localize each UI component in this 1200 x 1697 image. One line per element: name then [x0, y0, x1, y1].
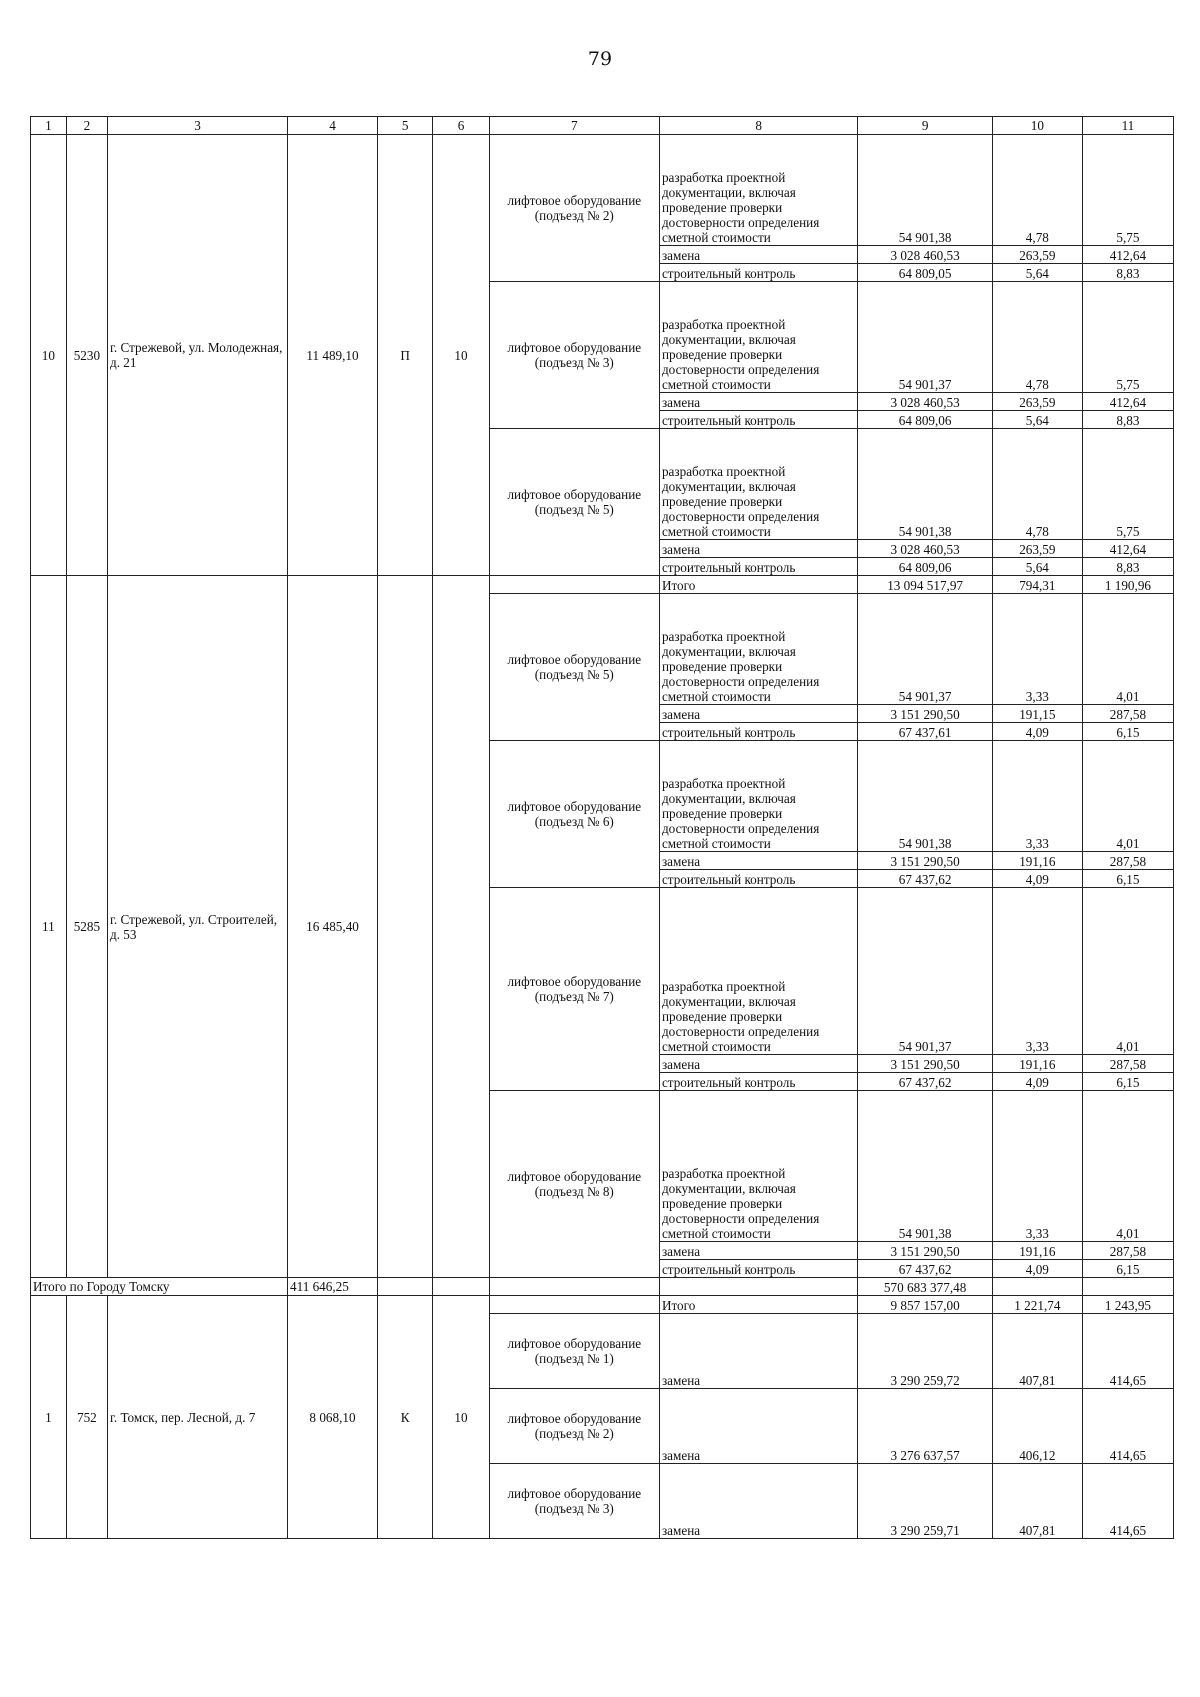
cost-limit: 8,83	[1082, 558, 1173, 576]
cost-total: 67 437,61	[858, 723, 992, 741]
work-design: разработка проектной документации, включая проведение проверки достоверности определения сметной стоимости	[659, 888, 857, 1055]
cost-total: 54 901,37	[858, 282, 992, 393]
cost-limit: 6,15	[1082, 723, 1173, 741]
house-floors	[433, 576, 489, 1278]
house-area: 8 068,10	[288, 1296, 378, 1539]
house-floors: 10	[433, 135, 489, 576]
col-header: 6	[433, 117, 489, 135]
table-row	[31, 135, 1174, 246]
cost-per-sqm: 263,59	[992, 246, 1082, 264]
house-number: 1	[31, 1296, 67, 1539]
cost-limit: 4,01	[1082, 741, 1173, 852]
cost-total: 3 028 460,53	[858, 246, 992, 264]
cost-per-sqm: 263,59	[992, 393, 1082, 411]
cost-total: 3 290 259,71	[858, 1464, 992, 1539]
work-control: строительный контроль	[659, 723, 857, 741]
house-code: 752	[66, 1296, 107, 1539]
col-header: 2	[66, 117, 107, 135]
city-total-label: Итого по Городу Томску	[31, 1278, 288, 1296]
work-control: строительный контроль	[659, 264, 857, 282]
work-control: строительный контроль	[659, 1073, 857, 1091]
cost-total: 54 901,38	[858, 135, 992, 246]
cost-limit: 6,15	[1082, 1260, 1173, 1278]
cost-limit: 412,64	[1082, 393, 1173, 411]
city-total-sum: 570 683 377,48	[858, 1278, 992, 1296]
cost-total: 3 151 290,50	[858, 1055, 992, 1073]
equipment-name: лифтовое оборудование (подъезд № 1)	[489, 1314, 659, 1389]
cost-total: 64 809,06	[858, 411, 992, 429]
house-type: К	[378, 1296, 433, 1539]
cost-total: 9 857 157,00	[858, 1296, 992, 1314]
cost-limit: 287,58	[1082, 705, 1173, 723]
work-total: Итого	[659, 1296, 857, 1314]
cost-total: 3 028 460,53	[858, 393, 992, 411]
house-type	[378, 576, 433, 1278]
cost-per-sqm: 407,81	[992, 1314, 1082, 1389]
cost-limit: 5,75	[1082, 429, 1173, 540]
cost-per-sqm: 1 221,74	[992, 1296, 1082, 1314]
cost-limit: 1 243,95	[1082, 1296, 1173, 1314]
cost-total: 54 901,38	[858, 741, 992, 852]
cost-limit: 287,58	[1082, 852, 1173, 870]
col-header: 11	[1082, 117, 1173, 135]
page-number: 79	[587, 48, 613, 70]
cost-per-sqm: 4,78	[992, 282, 1082, 393]
house-type: П	[378, 135, 433, 576]
cost-limit: 287,58	[1082, 1055, 1173, 1073]
cost-per-sqm: 5,64	[992, 264, 1082, 282]
work-design: разработка проектной документации, включая проведение проверки достоверности определения сметной стоимости	[659, 594, 857, 705]
col-header: 8	[659, 117, 857, 135]
cost-total: 3 151 290,50	[858, 852, 992, 870]
cost-per-sqm: 263,59	[992, 540, 1082, 558]
cost-limit: 4,01	[1082, 1091, 1173, 1242]
cost-per-sqm: 191,16	[992, 1242, 1082, 1260]
cost-total: 3 276 637,57	[858, 1389, 992, 1464]
equipment-blank	[489, 576, 659, 594]
cost-per-sqm: 3,33	[992, 1091, 1082, 1242]
cost-limit: 412,64	[1082, 246, 1173, 264]
col-header: 3	[107, 117, 287, 135]
cost-per-sqm: 4,09	[992, 1260, 1082, 1278]
cost-total: 67 437,62	[858, 1073, 992, 1091]
cost-total: 64 809,05	[858, 264, 992, 282]
work-control: строительный контроль	[659, 870, 857, 888]
equipment-name: лифтовое оборудование (подъезд № 3)	[489, 1464, 659, 1539]
cost-limit: 8,83	[1082, 411, 1173, 429]
cost-per-sqm: 406,12	[992, 1389, 1082, 1464]
col-header: 4	[288, 117, 378, 135]
equipment-name: лифтовое оборудование (подъезд № 5)	[489, 429, 659, 576]
work-replace: замена	[659, 246, 857, 264]
cost-limit: 287,58	[1082, 1242, 1173, 1260]
equipment-name: лифтовое оборудование (подъезд № 6)	[489, 741, 659, 888]
cost-total: 3 028 460,53	[858, 540, 992, 558]
cost-per-sqm: 4,09	[992, 870, 1082, 888]
work-replace: замена	[659, 1389, 857, 1464]
cost-per-sqm: 3,33	[992, 741, 1082, 852]
cost-total: 67 437,62	[858, 1260, 992, 1278]
work-design: разработка проектной документации, включая проведение проверки достоверности определения сметной стоимости	[659, 282, 857, 393]
house-area: 16 485,40	[288, 576, 378, 1278]
col-header: 10	[992, 117, 1082, 135]
cost-total: 54 901,38	[858, 1091, 992, 1242]
cost-total: 54 901,37	[858, 594, 992, 705]
house-address: г. Стрежевой, ул. Строителей, д. 53	[107, 576, 287, 1278]
house-number: 10	[31, 135, 67, 576]
work-design: разработка проектной документации, включая проведение проверки достоверности определения сметной стоимости	[659, 135, 857, 246]
city-total-area: 411 646,25	[288, 1278, 378, 1296]
cost-per-sqm: 191,16	[992, 852, 1082, 870]
cost-per-sqm: 191,15	[992, 705, 1082, 723]
cost-per-sqm: 3,33	[992, 888, 1082, 1055]
cost-limit: 4,01	[1082, 594, 1173, 705]
cost-total: 54 901,37	[858, 888, 992, 1055]
city-total-row	[31, 1278, 1174, 1296]
table-row	[31, 1296, 1174, 1314]
cost-per-sqm: 5,64	[992, 558, 1082, 576]
equipment-name: лифтовое оборудование (подъезд № 8)	[489, 1091, 659, 1278]
cost-limit: 4,01	[1082, 888, 1173, 1055]
cost-total: 3 290 259,72	[858, 1314, 992, 1389]
cost-limit: 414,65	[1082, 1464, 1173, 1539]
cost-limit: 414,65	[1082, 1389, 1173, 1464]
cost-per-sqm: 4,09	[992, 1073, 1082, 1091]
cost-per-sqm: 4,09	[992, 723, 1082, 741]
work-replace: замена	[659, 1314, 857, 1389]
work-replace: замена	[659, 1055, 857, 1073]
cost-total: 64 809,06	[858, 558, 992, 576]
equipment-name: лифтовое оборудование (подъезд № 7)	[489, 888, 659, 1091]
column-number-row	[31, 117, 1174, 135]
house-address: г. Томск, пер. Лесной, д. 7	[107, 1296, 287, 1539]
work-replace: замена	[659, 705, 857, 723]
house-number: 11	[31, 576, 67, 1278]
work-design: разработка проектной документации, включая проведение проверки достоверности определения сметной стоимости	[659, 1091, 857, 1242]
cost-per-sqm: 794,31	[992, 576, 1082, 594]
cost-limit: 412,64	[1082, 540, 1173, 558]
cost-per-sqm: 5,64	[992, 411, 1082, 429]
house-area: 11 489,10	[288, 135, 378, 576]
cost-total: 54 901,38	[858, 429, 992, 540]
capital-repair-table	[30, 116, 1174, 1539]
work-control: строительный контроль	[659, 558, 857, 576]
cost-limit: 6,15	[1082, 870, 1173, 888]
work-replace: замена	[659, 852, 857, 870]
work-design: разработка проектной документации, включая проведение проверки достоверности определения сметной стоимости	[659, 741, 857, 852]
equipment-blank	[489, 1296, 659, 1314]
cost-total: 67 437,62	[858, 870, 992, 888]
work-replace: замена	[659, 540, 857, 558]
cost-limit: 6,15	[1082, 1073, 1173, 1091]
cost-limit: 8,83	[1082, 264, 1173, 282]
work-design: разработка проектной документации, включая проведение проверки достоверности определения сметной стоимости	[659, 429, 857, 540]
work-replace: замена	[659, 1242, 857, 1260]
cost-limit: 1 190,96	[1082, 576, 1173, 594]
house-address: г. Стрежевой, ул. Молодежная, д. 21	[107, 135, 287, 576]
col-header: 9	[858, 117, 992, 135]
cost-per-sqm: 4,78	[992, 135, 1082, 246]
house-floors: 10	[433, 1296, 489, 1539]
equipment-name: лифтовое оборудование (подъезд № 2)	[489, 135, 659, 282]
col-header: 1	[31, 117, 67, 135]
cost-total: 3 151 290,50	[858, 1242, 992, 1260]
house-code: 5285	[66, 576, 107, 1278]
work-control: строительный контроль	[659, 1260, 857, 1278]
cost-limit: 414,65	[1082, 1314, 1173, 1389]
col-header: 5	[378, 117, 433, 135]
cost-per-sqm: 191,16	[992, 1055, 1082, 1073]
work-total: Итого	[659, 576, 857, 594]
house-code: 5230	[66, 135, 107, 576]
cost-per-sqm: 3,33	[992, 594, 1082, 705]
cost-per-sqm: 407,81	[992, 1464, 1082, 1539]
cost-total: 3 151 290,50	[858, 705, 992, 723]
cost-per-sqm: 4,78	[992, 429, 1082, 540]
table-row	[31, 576, 1174, 594]
cost-limit: 5,75	[1082, 135, 1173, 246]
cost-total: 13 094 517,97	[858, 576, 992, 594]
equipment-name: лифтовое оборудование (подъезд № 2)	[489, 1389, 659, 1464]
cost-limit: 5,75	[1082, 282, 1173, 393]
equipment-name: лифтовое оборудование (подъезд № 5)	[489, 594, 659, 741]
col-header: 7	[489, 117, 659, 135]
work-control: строительный контроль	[659, 411, 857, 429]
work-replace: замена	[659, 1464, 857, 1539]
equipment-name: лифтовое оборудование (подъезд № 3)	[489, 282, 659, 429]
work-replace: замена	[659, 393, 857, 411]
